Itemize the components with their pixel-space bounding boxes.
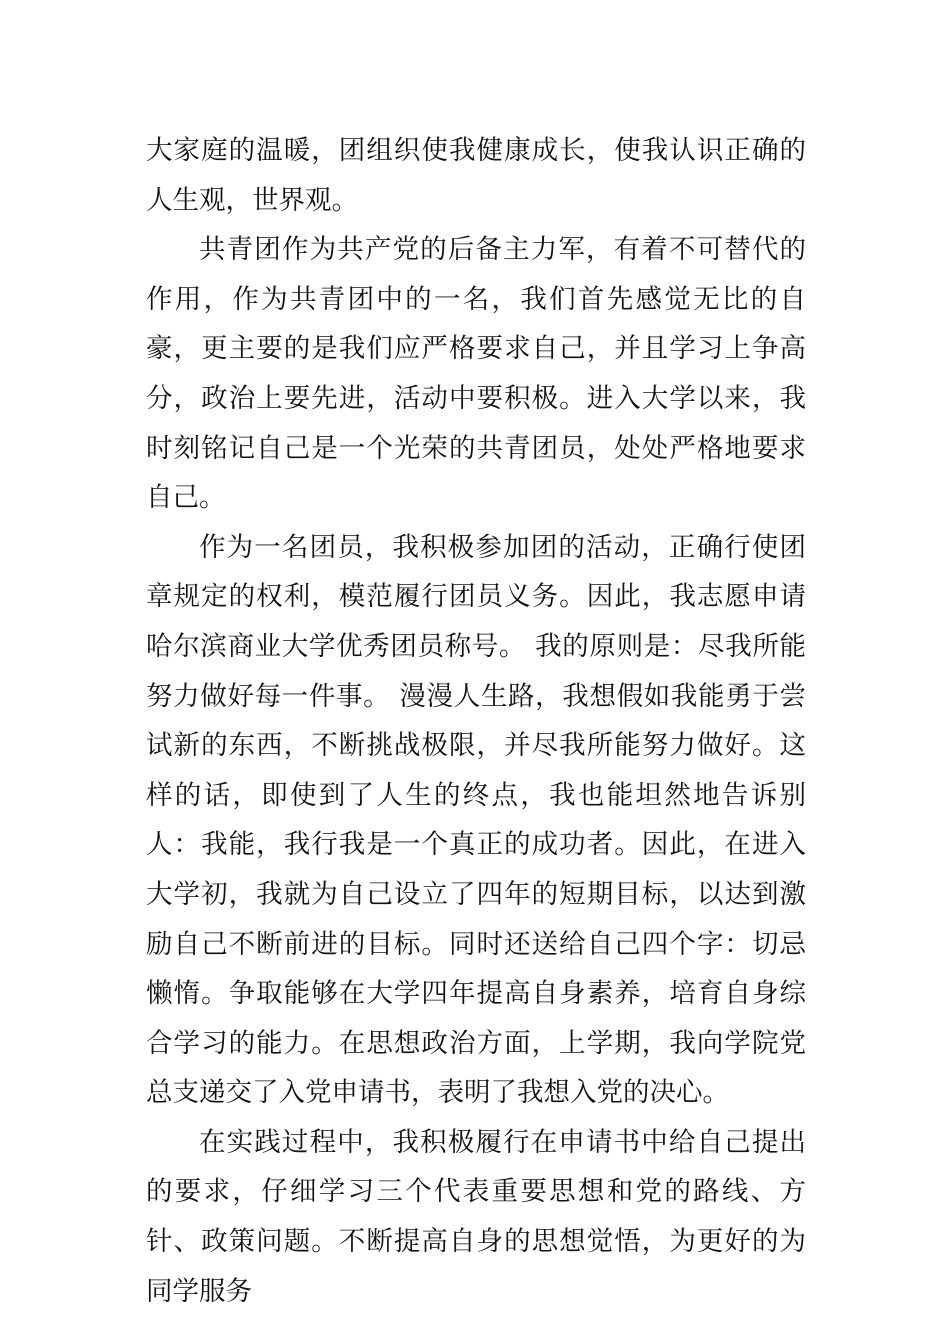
paragraph-2: 共青团作为共产党的后备主力军，有着不可替代的作用，作为共青团中的一名，我们首先感觉无比的自豪，更主要的是我们应严格要求自己，并且学习上争高分，政治上要先进，活动中要积极。进入大学以来，我时刻铭记自己是一个光荣的共青团员，处处严格地要求自己。 [146, 234, 806, 514]
paragraph-1: 大家庭的温暖，团组织使我健康成长，使我认识正确的人生观，世界观。 [146, 135, 806, 216]
document-page [146, 126, 806, 1316]
paragraph-3: 作为一名团员，我积极参加团的活动，正确行使团章规定的权利，模范履行团员义务。因此，我志愿申请哈尔滨商业大学优秀团员称号。 我的原则是：尽我所能努力做好每一件事。 漫漫人生路，我想假如我能勇于尝试新的东西，不断挑战极限，并尽我所能努力做好。这样的话，即使到了人生的终点，我也能坦然地告诉别人：我能，我行我是一个真正的成功者。因此，在进入大学初，我就为自己设立了四年的短期目标，以达到激励自己不断前进的目标。同时还送给自己四个字：切忌懒惰。争取能够在大学四年提高自身素养，培育自身综合学习的能力。在思想政治方面，上学期，我向学院党总支递交了入党申请书，表明了我想入党的决心。 [146, 531, 806, 1109]
paragraph-4: 在实践过程中，我积极履行在申请书中给自己提出的要求，仔细学习三个代表重要思想和党的路线、方针、政策问题。不断提高自身的思想觉悟，为更好的为同学服务 [146, 1126, 806, 1307]
